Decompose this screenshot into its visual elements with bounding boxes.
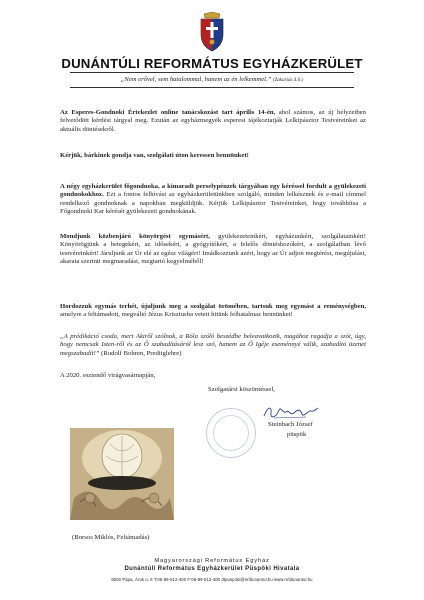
artwork-caption: (Borsos Miklós, Feltámadás) (72, 534, 150, 541)
motto-text: „Nem erővel, sem hatalommal, hanem az én lelkemmel.” (120, 76, 272, 83)
footer-phone: T:06-89-512-400 (153, 577, 187, 582)
header-rule-bottom (70, 87, 354, 88)
paragraph-encouragement-rest: amelyre a feltámadott, megváltó Jézus Krisztusba vetett hitünk felhatalmaz bennünket! (60, 311, 293, 319)
handwritten-signature-icon (262, 404, 320, 422)
paragraph-offering-bold: A négy egyházkerület főgondnoka, a kimaradt perselypénzek tárgyában egy kéréssel fordult a gyülekezeti gondnokokhoz. (60, 183, 366, 199)
closing-greeting: Szolgatársi köszöntéssel, (208, 386, 275, 393)
motto-reference: (Zakariás 4:6.) (272, 78, 304, 83)
footer-email: dtpuspoki@refdunantul.hu (221, 577, 273, 582)
signer-title: püspök (287, 431, 307, 438)
organization-name: DUNÁNTÚLI REFORMÁTUS EGYHÁZKERÜLET (61, 56, 363, 71)
paragraph-offering-rest: Ezt a fontos felhívást az egyházkerületünkben szolgáló, minden lelkésznek és e-mail címmel rendelkező gondnoknak a napokban megküldjük. Kérjük Lelkipásztor Testvéreinket, hogy továbbítsa a Főgondnoki Kar kérését gyülekezeti gondnokának. (60, 191, 366, 215)
header-rule-top (70, 72, 354, 73)
paragraph-encouragement-bold: Hordozzuk egymás terhét, újuljunk meg a szolgálat örömében, tartsuk meg egymást a reménységben, (60, 303, 366, 310)
paragraph-offering (60, 183, 366, 216)
resurrection-artwork-image (70, 428, 174, 520)
quote-text: „A prédikáció csoda, mert Akiről szólnak, a Róla szóló beszédbe beleavatkozik, magához ragadja a szót, úgy, hogy nemcsak Isten-ről és az Ő szabadításáról lesz szó, hanem az Ő Igéje eseménnyé válik, szabadító üzenet megszabadít!” (60, 333, 366, 357)
footer-fax: F:06-89-512-400 (187, 577, 221, 582)
coat-of-arms-icon (196, 12, 228, 52)
footer-contact (0, 577, 424, 582)
paragraph-meeting (60, 109, 366, 134)
paragraph-meeting-bold: Az Esperes-Gondnoki Értekezlet online tanácskozást tart április 14-én, (60, 109, 276, 116)
signer-name: Steinbach József (268, 421, 313, 428)
date-line: A 2020. esztendő virágvasárnapján, (60, 372, 156, 379)
paragraph-quote (60, 333, 366, 358)
quote-source: (Rudolf Bohren, Preditglehre) (99, 349, 182, 357)
footer-office-name: Dunántúli Református Egyházkerület Püspöki Hivatala (124, 566, 300, 572)
resurrection-artwork (70, 428, 174, 520)
footer-website: www.refdunantul.hu (274, 577, 313, 582)
official-seal-icon (206, 408, 256, 458)
seal-inner-ring (213, 415, 249, 451)
motto (0, 76, 424, 83)
paragraph-contact-request: Kérjük, bárkinek gondja van, szolgálati úton keressen bennünket! (60, 152, 249, 159)
paragraph-prayer-bold: Mondjunk közbenjáró könyörgést egymásért, (60, 233, 210, 240)
paragraph-prayer-rest: gyülekezeteinkért, egyházunkért, szolgálatainkért! Könyörögjünk a betegekért, az idősekért, a gyógyítókért, a felelős döntéshozókért, a szolgálatban lévő testvéreinkért! Járuljunk az Úr elé az egész világért! Imádkozzunk azért, hogy az Úr adjon megtérést, megújulást, akarata szerinti megmaradást, megtartó kegyelméből! (60, 233, 366, 265)
footer-address: 8500 Pápa, Árok u. 6 (111, 577, 153, 582)
paragraph-meeting-rest: ahol számos, az új helyzetben felvetődött kérdést tárgyal meg. Ezután az egyházmegyék esperesi tájékoztatják Lelkipásztor Testvéreinket az aktuális döntésekről. (60, 109, 366, 133)
paragraph-prayer (60, 233, 366, 266)
footer-church-name: Magyarországi Református Egyház (154, 558, 270, 564)
paragraph-encouragement (60, 303, 366, 320)
